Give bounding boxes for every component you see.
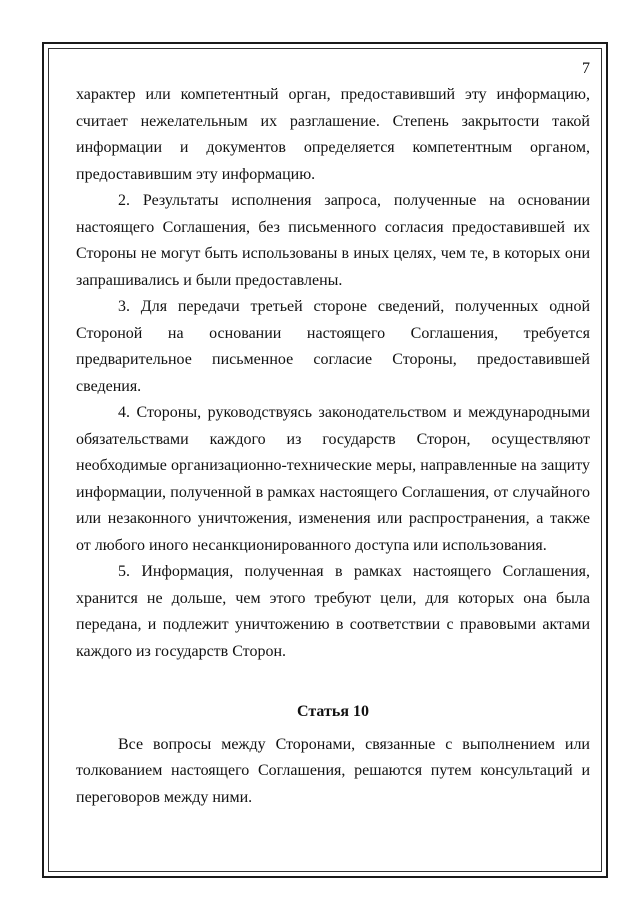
page-number: 7 xyxy=(582,60,590,77)
paragraph-2: 2. Результаты исполнения запроса, полученные на основании настоящего Соглашения, без письменного согласия предоставившей их Стороны не могут быть использованы в иных целях, чем те, в которых они запрашивались и были предоставлены. xyxy=(76,192,590,289)
article-10-text: Все вопросы между Сторонами, связанные с выполнением или толкованием настоящего Соглашения, решаются путем консультаций и переговоров между ними. xyxy=(76,735,590,806)
article-10-heading: Статья 10 xyxy=(297,703,369,720)
paragraph-3: 3. Для передачи третьей стороне сведений, полученных одной Стороной на основании настоящего Соглашения, требуется предварительное письменное согласие Стороны, предоставившей сведения. xyxy=(76,298,590,395)
paragraph-continuation: характер или компетентный орган, предоставивший эту информацию, считает нежелательным их разглашение. Степень закрытости такой информации и документов определяется компетентным органом, предоставившим эту информацию. xyxy=(76,86,590,183)
paragraph-5: 5. Информация, полученная в рамках настоящего Соглашения, хранится не дольше, чем этого требуют цели, для которых она была передана, и подлежит уничтожению в соответствии с правовыми актами каждого из государств Сторон. xyxy=(76,563,590,660)
document-body xyxy=(76,82,590,811)
paragraph-4: 4. Стороны, руководствуясь законодательством и международными обязательствами каждого из государств Сторон, осуществляют необходимые организационно-технические меры, направленные на защиту информации, полученной в рамках настоящего Соглашения, от случайного или незаконного уничтожения, изменения или распространения, а также от любого иного несанкционированного доступа или использования. xyxy=(76,404,590,554)
